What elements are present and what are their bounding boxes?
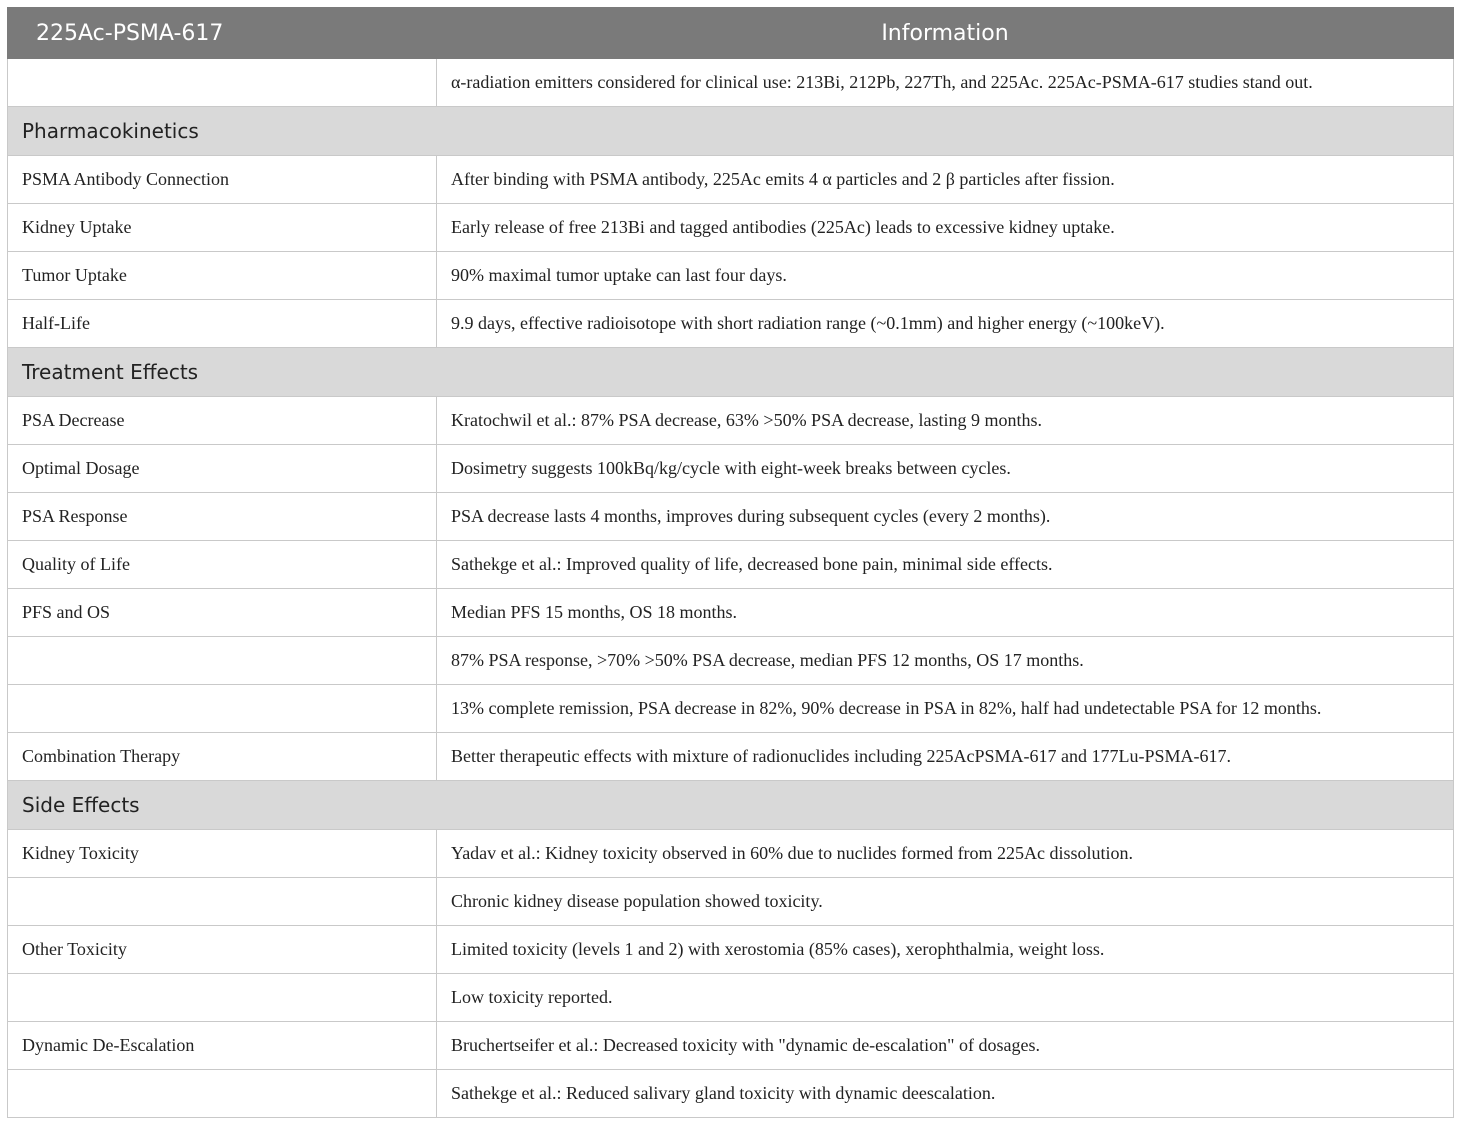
table-row (8, 59, 1454, 107)
table-row (8, 830, 1454, 878)
row-info: 87% PSA response, >70% >50% PSA decrease, median PFS 12 months, OS 17 months. (437, 637, 1454, 685)
table-row (8, 685, 1454, 733)
row-label (8, 59, 437, 107)
row-label (8, 878, 437, 926)
table-row (8, 300, 1454, 348)
row-info: α-radiation emitters considered for clinical use: 213Bi, 212Pb, 227Th, and 225Ac. 225Ac-PSMA-617 studies stand out. (437, 59, 1454, 107)
table-row (8, 1022, 1454, 1070)
row-label: PFS and OS (8, 589, 437, 637)
table-row (8, 397, 1454, 445)
row-label: PSMA Antibody Connection (8, 156, 437, 204)
table-row (8, 974, 1454, 1022)
row-label (8, 637, 437, 685)
header-col2: Information (437, 8, 1454, 59)
table-container (7, 7, 1453, 1118)
row-info: After binding with PSMA antibody, 225Ac emits 4 α particles and 2 β particles after fission. (437, 156, 1454, 204)
row-info: PSA decrease lasts 4 months, improves during subsequent cycles (every 2 months). (437, 493, 1454, 541)
table-row (8, 252, 1454, 300)
table-row (8, 637, 1454, 685)
info-table (7, 7, 1454, 1118)
table-row (8, 589, 1454, 637)
row-info: 90% maximal tumor uptake can last four days. (437, 252, 1454, 300)
row-label: Optimal Dosage (8, 445, 437, 493)
table-row (8, 445, 1454, 493)
table-row (8, 926, 1454, 974)
row-label: Kidney Toxicity (8, 830, 437, 878)
row-label: Other Toxicity (8, 926, 437, 974)
table-row (8, 878, 1454, 926)
row-info: Better therapeutic effects with mixture of radionuclides including 225AcPSMA-617 and 177Lu-PSMA-617. (437, 733, 1454, 781)
table-header-row (8, 8, 1454, 59)
row-label (8, 1070, 437, 1118)
row-label: Quality of Life (8, 541, 437, 589)
table-row (8, 204, 1454, 252)
row-label (8, 974, 437, 1022)
header-col1: 225Ac-PSMA-617 (8, 8, 437, 59)
row-info: Low toxicity reported. (437, 974, 1454, 1022)
row-label: Half-Life (8, 300, 437, 348)
table-body (8, 59, 1454, 1118)
table-row (8, 493, 1454, 541)
section-row (8, 781, 1454, 830)
row-label: Tumor Uptake (8, 252, 437, 300)
row-info: Bruchertseifer et al.: Decreased toxicity with "dynamic de-escalation" of dosages. (437, 1022, 1454, 1070)
row-info: Yadav et al.: Kidney toxicity observed in 60% due to nuclides formed from 225Ac dissolution. (437, 830, 1454, 878)
row-label: Dynamic De-Escalation (8, 1022, 437, 1070)
row-info: Chronic kidney disease population showed toxicity. (437, 878, 1454, 926)
row-info: Sathekge et al.: Reduced salivary gland toxicity with dynamic deescalation. (437, 1070, 1454, 1118)
table-row (8, 1070, 1454, 1118)
row-info: Kratochwil et al.: 87% PSA decrease, 63% >50% PSA decrease, lasting 9 months. (437, 397, 1454, 445)
row-info: 13% complete remission, PSA decrease in 82%, 90% decrease in PSA in 82%, half had undetectable PSA for 12 months. (437, 685, 1454, 733)
section-title: Treatment Effects (8, 348, 1454, 397)
row-info: Limited toxicity (levels 1 and 2) with xerostomia (85% cases), xerophthalmia, weight loss. (437, 926, 1454, 974)
section-row (8, 348, 1454, 397)
table-row (8, 541, 1454, 589)
row-label: Kidney Uptake (8, 204, 437, 252)
table-row (8, 156, 1454, 204)
row-info: Early release of free 213Bi and tagged antibodies (225Ac) leads to excessive kidney uptake. (437, 204, 1454, 252)
section-title: Pharmacokinetics (8, 107, 1454, 156)
section-row (8, 107, 1454, 156)
row-label: PSA Decrease (8, 397, 437, 445)
row-label: PSA Response (8, 493, 437, 541)
row-info: Dosimetry suggests 100kBq/kg/cycle with eight-week breaks between cycles. (437, 445, 1454, 493)
section-title: Side Effects (8, 781, 1454, 830)
row-label: Combination Therapy (8, 733, 437, 781)
row-info: Median PFS 15 months, OS 18 months. (437, 589, 1454, 637)
table-row (8, 733, 1454, 781)
row-info: Sathekge et al.: Improved quality of life, decreased bone pain, minimal side effects. (437, 541, 1454, 589)
row-label (8, 685, 437, 733)
row-info: 9.9 days, effective radioisotope with short radiation range (~0.1mm) and higher energy (~100keV). (437, 300, 1454, 348)
